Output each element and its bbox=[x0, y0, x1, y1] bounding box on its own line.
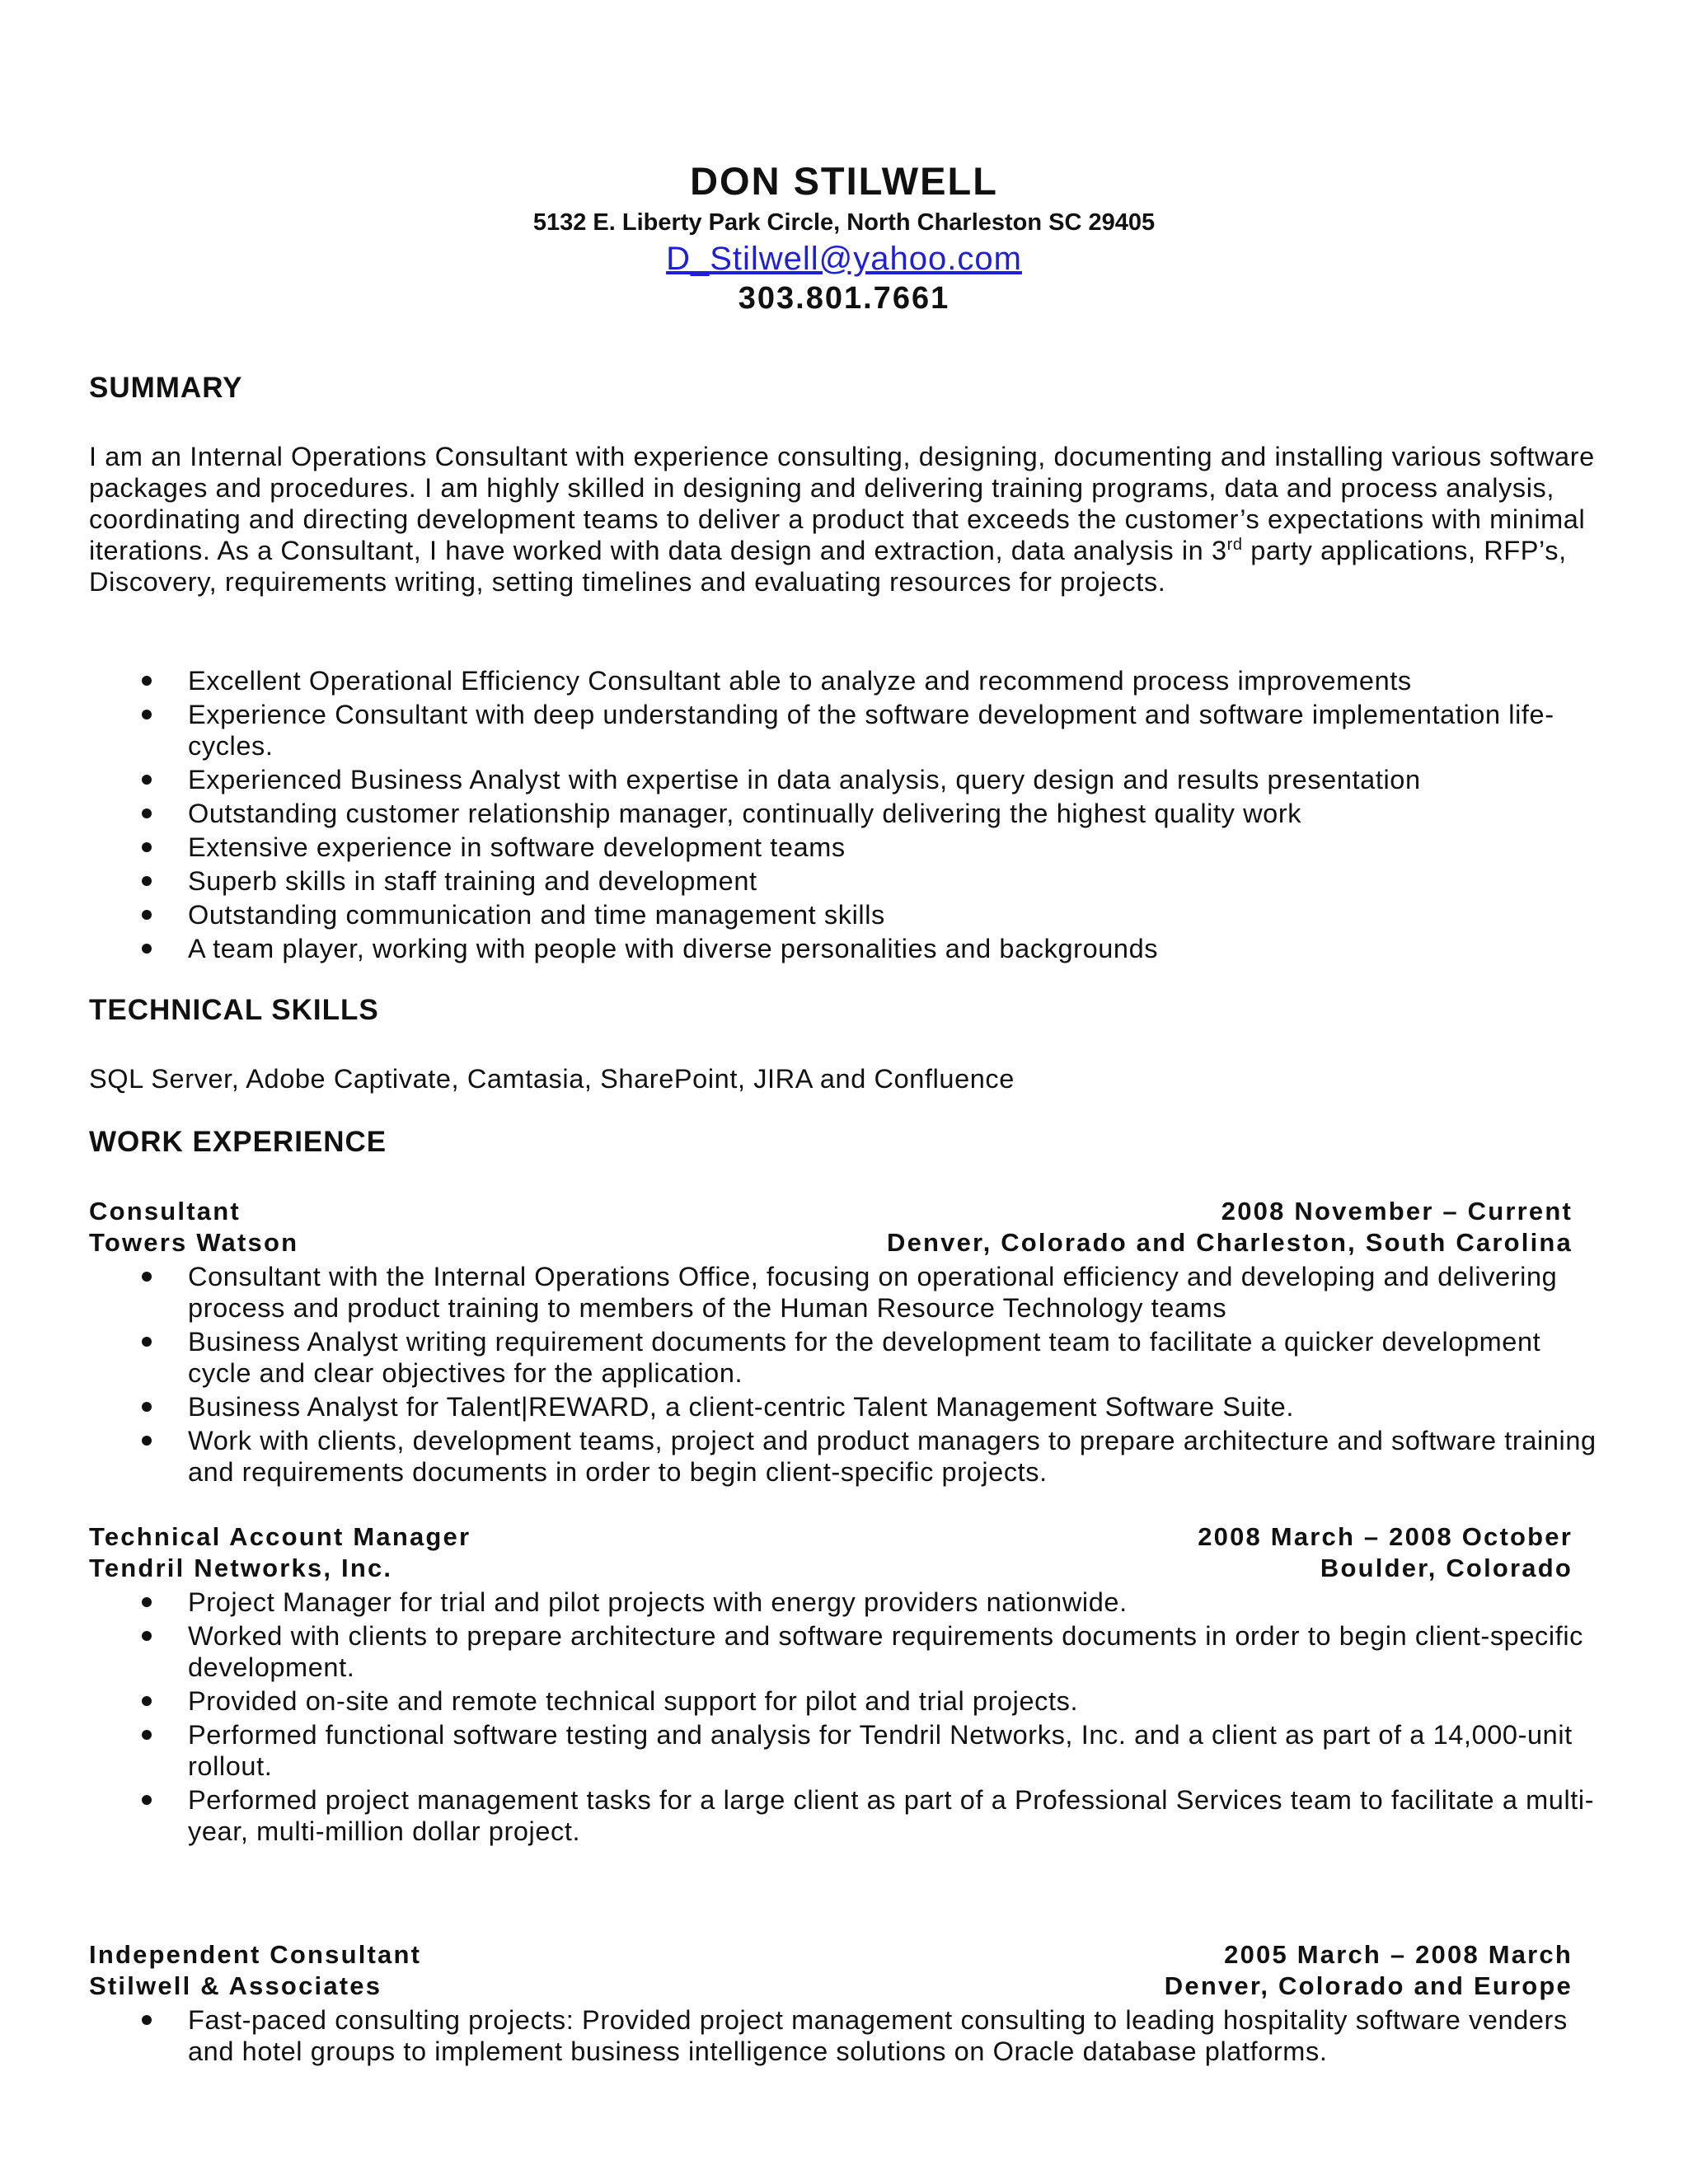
job-bullet-list bbox=[89, 2004, 1606, 2069]
list-item bbox=[89, 699, 1606, 762]
bullet-icon bbox=[142, 1402, 152, 1412]
list-item-text: Superb skills in staff training and development bbox=[188, 866, 757, 896]
list-item bbox=[89, 1719, 1606, 1782]
summary-bullet-list bbox=[89, 665, 1606, 967]
job-title-row bbox=[89, 1521, 1573, 1553]
bullet-icon bbox=[142, 1337, 152, 1347]
job-company: Towers Watson bbox=[89, 1228, 299, 1257]
job-company-row bbox=[89, 1227, 1573, 1258]
list-item-text: Excellent Operational Efficiency Consultant able to analyze and recommend process improvements bbox=[188, 666, 1412, 696]
email-link[interactable]: D_Stilwell@yahoo.com bbox=[666, 241, 1022, 277]
list-item-text: Experienced Business Analyst with expertise in data analysis, query design and results presentation bbox=[188, 765, 1421, 794]
job-title: Consultant bbox=[89, 1197, 241, 1226]
resume-header bbox=[0, 157, 1688, 318]
bullet-icon bbox=[142, 1696, 152, 1706]
bullet-icon bbox=[142, 910, 152, 920]
list-item-text: A team player, working with people with diverse personalities and backgrounds bbox=[188, 934, 1159, 963]
list-item bbox=[89, 1425, 1606, 1488]
bullet-icon bbox=[142, 842, 152, 852]
list-item-text: Experience Consultant with deep understanding of the software development and software implementation life-cycles. bbox=[188, 700, 1554, 761]
job-location: Boulder, Colorado bbox=[1320, 1554, 1573, 1582]
list-item-text: Project Manager for trial and pilot projects with energy providers nationwide. bbox=[188, 1587, 1128, 1617]
job-company: Stilwell & Associates bbox=[89, 1971, 382, 2000]
job-company: Tendril Networks, Inc. bbox=[89, 1554, 393, 1582]
bullet-icon bbox=[142, 808, 152, 818]
job-dates: 2005 March – 2008 March bbox=[1224, 1940, 1573, 1969]
bullet-icon bbox=[142, 1631, 152, 1641]
job-bullet-list bbox=[89, 1261, 1606, 1490]
list-item bbox=[89, 865, 1606, 897]
bullet-icon bbox=[142, 1436, 152, 1446]
list-item-text: Worked with clients to prepare architecture and software requirements documents in order to begin client-specific development. bbox=[188, 1621, 1583, 1682]
list-item bbox=[89, 832, 1606, 863]
summary-heading: SUMMARY bbox=[89, 372, 243, 404]
list-item bbox=[89, 798, 1606, 829]
list-item bbox=[89, 899, 1606, 930]
list-item bbox=[89, 1261, 1606, 1324]
bullet-icon bbox=[142, 876, 152, 886]
job-company-row bbox=[89, 1971, 1573, 2002]
bullet-icon bbox=[142, 1272, 152, 1282]
bullet-icon bbox=[142, 1597, 152, 1607]
list-item bbox=[89, 1685, 1606, 1717]
address: 5132 E. Liberty Park Circle, North Charleston SC 29405 bbox=[532, 209, 1156, 236]
job-title-row bbox=[89, 1196, 1573, 1227]
list-item bbox=[89, 1784, 1606, 1847]
job-company-row bbox=[89, 1553, 1573, 1584]
job-location: Denver, Colorado and Charleston, South Carolina bbox=[886, 1228, 1573, 1257]
job-location: Denver, Colorado and Europe bbox=[1164, 1971, 1573, 2000]
list-item bbox=[89, 1620, 1606, 1683]
job-bullet-list bbox=[89, 1586, 1606, 1849]
bullet-icon bbox=[142, 1730, 152, 1740]
list-item bbox=[89, 764, 1606, 795]
list-item bbox=[89, 2004, 1606, 2067]
job-dates: 2008 November – Current bbox=[1221, 1197, 1573, 1226]
list-item bbox=[89, 1586, 1606, 1618]
job-dates: 2008 March – 2008 October bbox=[1198, 1522, 1573, 1551]
bullet-icon bbox=[142, 944, 152, 954]
list-item-text: Extensive experience in software development teams bbox=[188, 832, 846, 862]
summary-superscript: rd bbox=[1226, 536, 1243, 555]
work-experience-heading: WORK EXPERIENCE bbox=[89, 1126, 387, 1158]
list-item-text: Work with clients, development teams, project and product managers to prepare architecture and software training and requirements documents in order to begin client-specific projects. bbox=[188, 1426, 1597, 1487]
list-item-text: Consultant with the Internal Operations Office, focusing on operational efficiency and developing and delivering process and product training to members of the Human Resource Technology teams bbox=[188, 1262, 1558, 1323]
technical-skills-text: SQL Server, Adobe Captivate, Camtasia, SharePoint, JIRA and Confluence bbox=[89, 1064, 1015, 1094]
list-item-text: Provided on-site and remote technical support for pilot and trial projects. bbox=[188, 1686, 1079, 1716]
list-item bbox=[89, 1391, 1606, 1422]
summary-text-part-2: party applications, RFP’s, Discovery, requirements writing, setting timelines and evaluating resources for projects. bbox=[89, 536, 1567, 597]
phone-number: 303.801.7661 bbox=[738, 281, 950, 316]
list-item-text: Outstanding communication and time management skills bbox=[188, 900, 885, 930]
job-title-row bbox=[89, 1939, 1573, 1971]
list-item bbox=[89, 1326, 1606, 1389]
candidate-name: DON STILWELL bbox=[690, 159, 998, 203]
job-title: Independent Consultant bbox=[89, 1940, 422, 1969]
summary-text-part-1: I am an Internal Operations Consultant with experience consulting, designing, documenting and installing various software packages and procedures. I am highly skilled in designing and delivering training programs, data and process analysis, coordinating and directing development teams to deliver a product that exceeds the customer’s expectations with minimal iterations. As a Consultant, I have worked with data design and extraction, data analysis in 3 bbox=[89, 442, 1595, 565]
list-item-text: Business Analyst for Talent|REWARD, a client-centric Talent Management Software Suite. bbox=[188, 1392, 1294, 1422]
summary-paragraph bbox=[89, 441, 1606, 598]
list-item-text: Performed project management tasks for a large client as part of a Professional Services team to facilitate a multi-year, multi-million dollar project. bbox=[188, 1785, 1595, 1846]
list-item-text: Fast-paced consulting projects: Provided project management consulting to leading hospitality software venders and hotel groups to implement business intelligence solutions on Oracle database platforms. bbox=[188, 2005, 1568, 2066]
list-item bbox=[89, 665, 1606, 696]
bullet-icon bbox=[142, 775, 152, 785]
list-item-text: Outstanding customer relationship manager, continually delivering the highest quality work bbox=[188, 799, 1302, 828]
list-item bbox=[89, 933, 1606, 964]
bullet-icon bbox=[142, 710, 152, 719]
bullet-icon bbox=[142, 1795, 152, 1805]
bullet-icon bbox=[142, 676, 152, 686]
technical-skills-heading: TECHNICAL SKILLS bbox=[89, 994, 379, 1026]
list-item-text: Performed functional software testing and analysis for Tendril Networks, Inc. and a client as part of a 14,000-unit rollout. bbox=[188, 1720, 1573, 1781]
job-title: Technical Account Manager bbox=[89, 1522, 471, 1551]
list-item-text: Business Analyst writing requirement documents for the development team to facilitate a quicker development cycle and clear objectives for the application. bbox=[188, 1327, 1541, 1388]
bullet-icon bbox=[142, 2015, 152, 2025]
